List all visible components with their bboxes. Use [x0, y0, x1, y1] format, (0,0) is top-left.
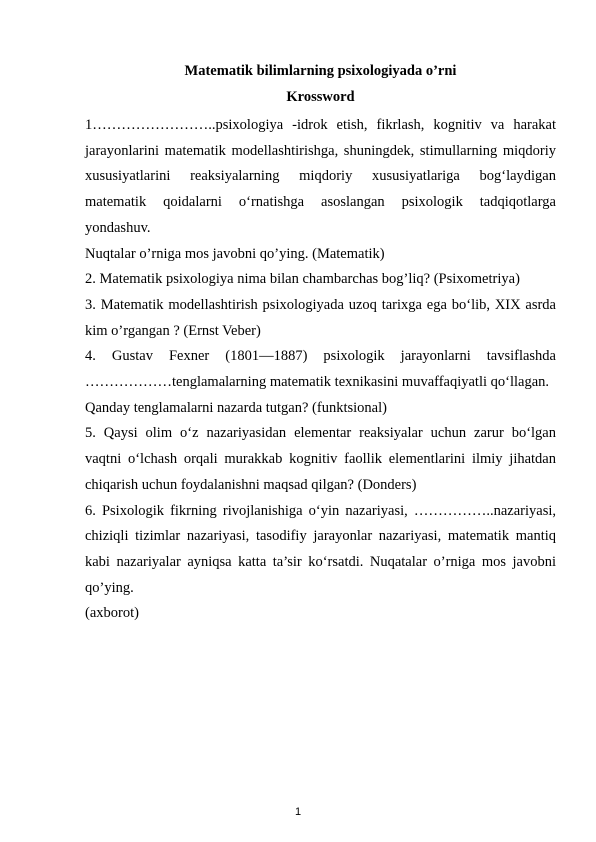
question-6-paragraph: 6. Psixologik fikrning rivojlanishiga o‘yin nazariyasi, ……………..nazariyasi, chiziqli tizimlar nazariyasi, tasodifiy jarayonlar nazariyasi, matematik mantiq kabi nazariyalar ayniqsa katta ta’sir ko‘rsatdi. Nuqatalar o’rniga mos javobni qo’ying. — [85, 502, 556, 596]
page-title: Matematik bilimlarning psixologiyada o’rni — [184, 63, 457, 79]
question-3-paragraph: 3. Matematik modellashtirish psixologiyada uzoq tarixga ega bo‘lib, XIX asrda kim o’rgangan ? (Ernst Veber) — [85, 296, 556, 339]
question-1-paragraph: 1……………………..psixologiya -idrok etish, fikrlash, kognitiv va harakat jarayonlarini matematik modellashtirishga, shuningdek, stimullarning miqdoriy xususiyatlarini reaksiyalarning miqdoriy xususiyatlariga bog‘laydigan matematik qoidalarni o‘rnatishga asoslangan psixologik tadqiqotlarga yondashuv. — [85, 117, 556, 236]
document-body — [85, 113, 556, 627]
question-6-answer: (axborot) — [85, 605, 139, 622]
question-1-instruction: Nuqtalar o’rniga mos javobni qo’ying. (Matematik) — [85, 245, 385, 262]
question-2-paragraph: 2. Matematik psixologiya nima bilan chambarchas bog’liq? (Psixometriya) — [85, 271, 520, 288]
page-subtitle: Krossword — [286, 89, 355, 105]
question-4-paragraph: 4. Gustav Fexner (1801—1887) psixologik jarayonlarni tavsiflashda ………………tenglamalarning matematik texnikasini muvaffaqiyatli qo‘llagan. — [85, 348, 556, 391]
question-5-paragraph: 5. Qaysi olim o‘z nazariyasidan elementar reaksiyalar uchun zarur bo‘lgan vaqtni o‘lchash orqali murakkab kognitiv faollik elementlarini ilmiy jihatdan chiqarish uchun foydalanishni maqsad qilgan? (Donders) — [85, 425, 556, 493]
page-number: 1 — [294, 806, 302, 818]
question-4-instruction: Qanday tenglamalarni nazarda tutgan? (funktsional) — [85, 399, 387, 416]
